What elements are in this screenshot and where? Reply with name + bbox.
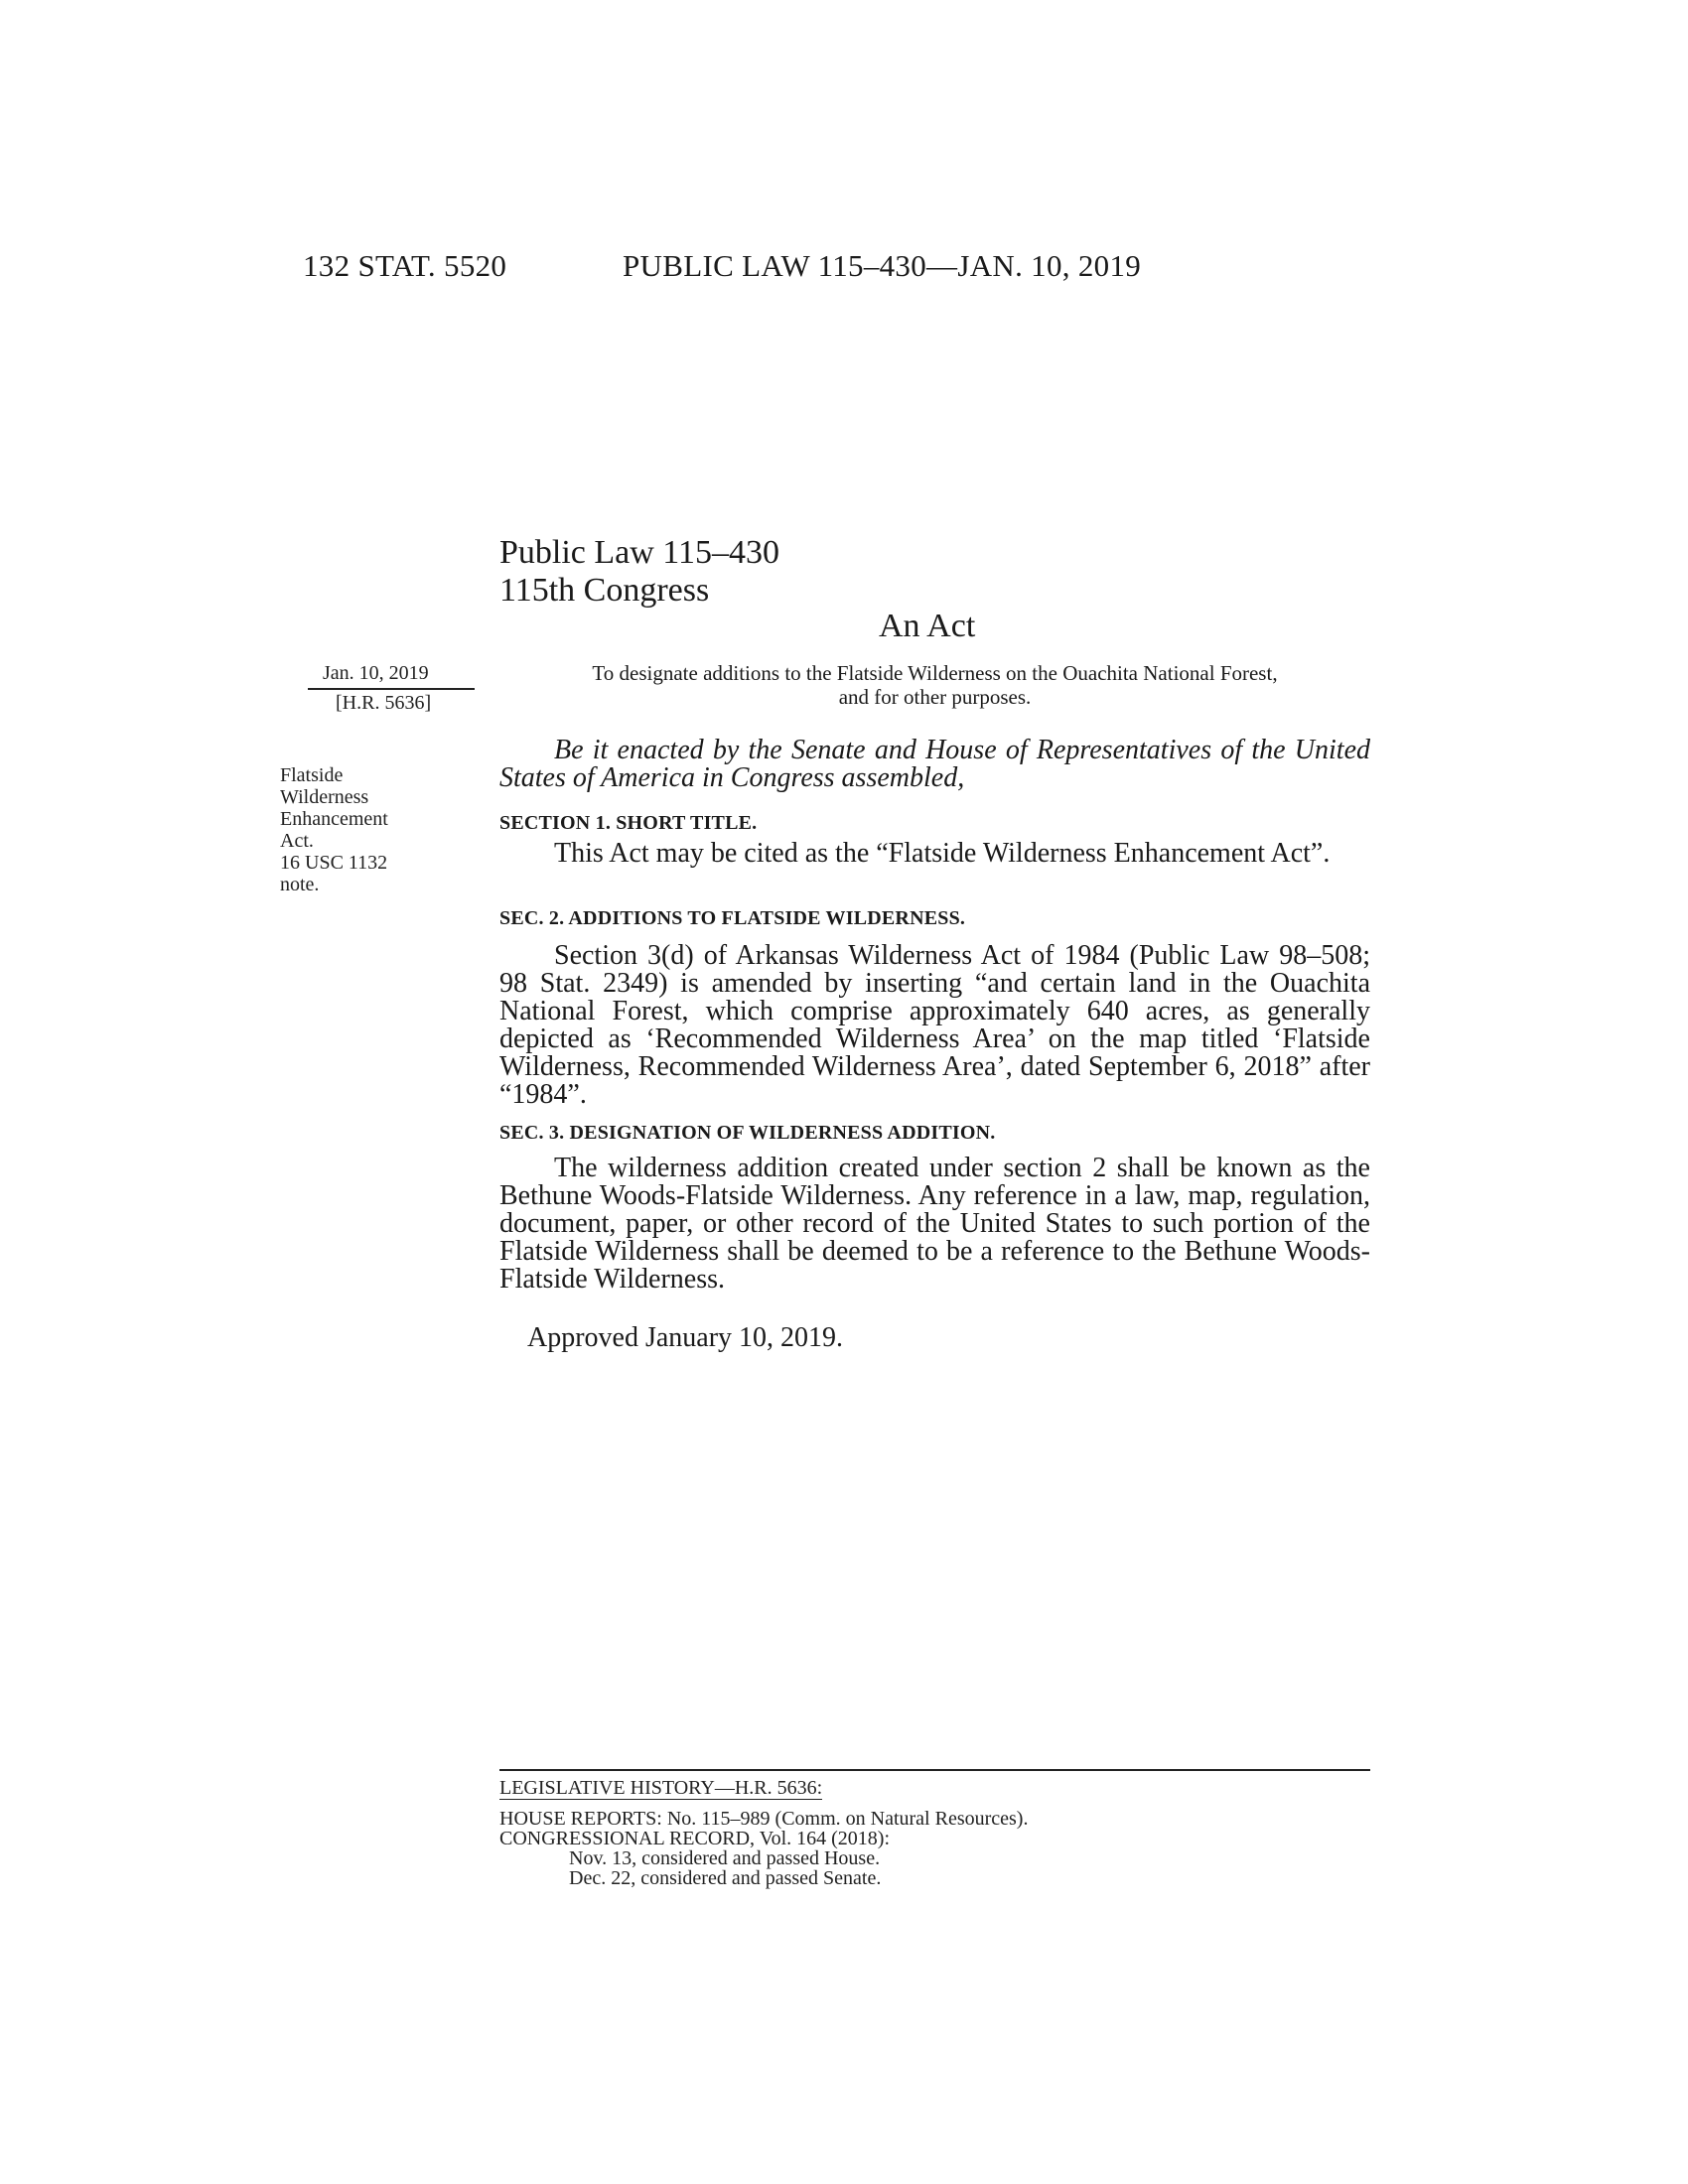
house-reports: HOUSE REPORTS: No. 115–989 (Comm. on Natural Resources). [499,1808,1029,1830]
margin-note-line: Act. [280,830,314,852]
act-heading: An Act [879,608,976,644]
legislative-history-title-text: LEGISLATIVE HISTORY—H.R. 5636: [499,1777,823,1799]
margin-note-line: Wilderness [280,786,369,808]
history-item: Nov. 13, considered and passed House. [569,1847,881,1869]
margin-bill-number: [H.R. 5636] [336,692,432,714]
margin-note-line: note. [280,874,320,895]
history-item: Dec. 22, considered and passed Senate. [569,1867,882,1889]
approval-date: Approved January 10, 2019. [527,1322,844,1353]
margin-date: Jan. 10, 2019 [323,662,429,684]
section-2-heading: SEC. 2. ADDITIONS TO FLATSIDE WILDERNESS. [499,907,966,929]
section-3-text: The wilderness addition created under section 2 shall be known as the Bethune Woods-Flatside Wilderness. Any reference in a law, map, regulation, document, paper, or other record of the United States to such portion of the Flatside Wilderness shall be deemed to be a reference to the Bethune Woods-Flatside Wilderness. [499,1153,1370,1295]
section-1-heading: SECTION 1. SHORT TITLE. [499,812,758,834]
legislative-history-title [499,1778,822,1798]
margin-date-rule [308,688,475,690]
margin-note-line: Enhancement [280,808,388,830]
law-number: Public Law 115–430 [499,534,780,571]
enacting-clause: Be it enacted by the Senate and House of Representatives of the United States of America in Congress assembled, [499,735,1370,793]
purpose-line: and for other purposes. [838,685,1032,709]
running-head: PUBLIC LAW 115–430—JAN. 10, 2019 [623,248,1142,283]
congressional-record: CONGRESSIONAL RECORD, Vol. 164 (2018): [499,1828,890,1849]
section-2-text: Section 3(d) of Arkansas Wilderness Act of 1984 (Public Law 98–508; 98 Stat. 2349) is amended by inserting “and certain land in the Ouachita National Forest, which comprise approximately 640 acres, as generally depicted as ‘Recommended Wilderness Area’ on the map titled ‘Flatside Wilderness, Recommended Wilderness Area’, dated September 6, 2018” after “1984”. [499,940,1370,1110]
section-1-text: This Act may be cited as the “Flatside Wilderness Enhancement Act”. [554,838,1331,869]
margin-note-line: 16 USC 1132 [280,852,388,874]
section-3-heading: SEC. 3. DESIGNATION OF WILDERNESS ADDITION. [499,1122,996,1144]
history-divider [499,1769,1370,1771]
purpose-line: To designate additions to the Flatside Wilderness on the Ouachita National Forest, [592,661,1278,685]
page-number: 132 STAT. 5520 [303,248,507,283]
margin-note [280,764,419,895]
congress: 115th Congress [499,572,710,609]
purpose-statement [511,661,1358,709]
margin-note-line: Flatside [280,764,344,786]
